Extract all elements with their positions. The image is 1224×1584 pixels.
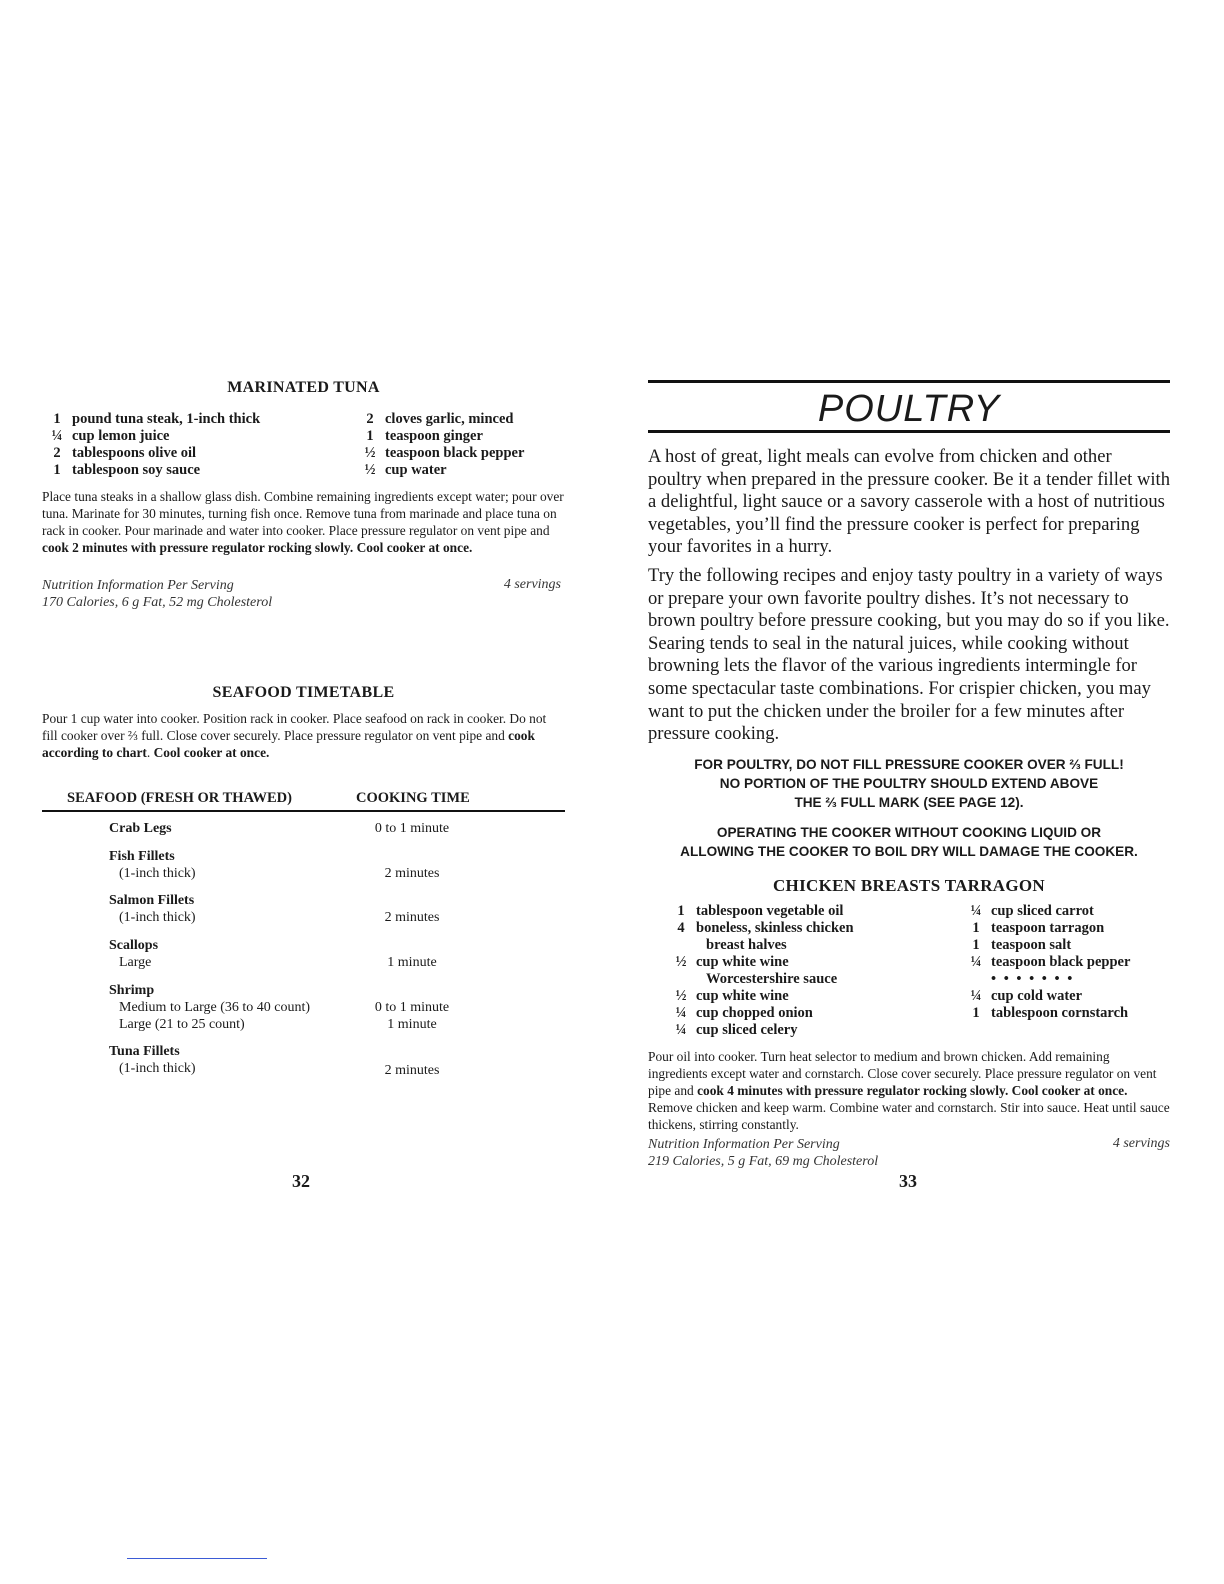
- page-32: [42, 0, 565, 1584]
- timetable-header: [42, 790, 565, 812]
- tuna-nutrition: Nutrition Information Per Serving 170 Calories, 6 g Fat, 52 mg Cholesterol: [42, 578, 273, 610]
- ingredient: ¼ cup sliced carrot: [970, 903, 1094, 919]
- table-row: Scallops Large: [109, 938, 159, 970]
- ingredient: 1 teaspoon ginger: [366, 428, 483, 444]
- cooking-time: 0 to 1 minute: [374, 1000, 450, 1015]
- top-rule: [648, 380, 1170, 383]
- ingredient: ¼ cup sliced celery: [675, 1022, 798, 1038]
- cooking-time: 1 minute: [387, 1017, 437, 1032]
- tuna-ingredients-left: [42, 411, 342, 479]
- fill-warning: FOR POULTRY, DO NOT FILL PRESSURE COOKER OVER ⅔ FULL! NO PORTION OF THE POULTRY SHOULD EXTEND ABOVE THE ⅔ FULL MARK (SEE PAGE 12).: [694, 757, 1124, 810]
- ingredient: 1 tablespoon soy sauce: [53, 462, 201, 478]
- table-row: Crab Legs: [109, 821, 172, 836]
- ingredient: ½ cup white wine: [675, 954, 789, 970]
- timetable-instructions: Pour 1 cup water into cooker. Position rack in cooker. Place seafood on rack in cooker. Do not fill cooker over ⅔ full. Close cover securely. Place pressure regulator on vent pipe and cook according to chart. Cool cooker at once.: [42, 711, 547, 760]
- ingredient: ¼ cup cold water: [970, 988, 1083, 1004]
- tuna-instructions: Place tuna steaks in a shallow glass dish. Combine remaining ingredients except water; pour over tuna. Marinate for 30 minutes, turning fish once. Remove tuna from marinade and place tuna on rack in cooker. Pour marinade and water into cooker. Place pressure regulator on vent pipe and cook 2 minutes with pressure regulator rocking slowly. Cool cooker at once.: [42, 489, 564, 555]
- ingredient: ¼ cup lemon juice: [51, 428, 170, 444]
- ingredient: 1 teaspoon tarragon: [972, 920, 1105, 936]
- ingredient: 1 pound tuna steak, 1-inch thick: [53, 411, 261, 427]
- ingredient: 2 tablespoons olive oil: [53, 445, 197, 461]
- table-row: Tuna Fillets (1-inch thick): [109, 1044, 196, 1076]
- tuna-ingredients-right: [355, 411, 565, 479]
- cooking-time: 2 minutes: [384, 1063, 440, 1078]
- table-row: Salmon Fillets (1-inch thick): [109, 893, 196, 925]
- ingredient: ½ cup water: [364, 462, 447, 478]
- ingredient: 4 boneless, skinless chicken: [677, 920, 854, 936]
- col-header-cooking-time: COOKING TIME: [356, 790, 470, 806]
- chicken-ingredients-right: [961, 903, 1170, 1022]
- bottom-rule: [648, 430, 1170, 433]
- table-row: Fish Fillets (1-inch thick): [109, 849, 196, 881]
- recipe-title-marinated-tuna: MARINATED TUNA: [227, 379, 380, 396]
- recipe-title-seafood-timetable: SEAFOOD TIMETABLE: [212, 684, 395, 701]
- chicken-nutrition: Nutrition Information Per Serving 219 Calories, 5 g Fat, 69 mg Cholesterol: [648, 1137, 879, 1169]
- separator-dots: • • • • • • •: [991, 971, 1075, 987]
- ingredient: Worcestershire sauce: [706, 971, 838, 987]
- cooking-time: 2 minutes: [384, 910, 440, 925]
- cooking-time: 0 to 1 minute: [374, 821, 450, 836]
- ingredient: 1 tablespoon cornstarch: [972, 1005, 1129, 1021]
- tuna-servings: 4 servings: [503, 577, 561, 592]
- cooking-time: 2 minutes: [384, 866, 440, 881]
- chicken-instructions: Pour oil into cooker. Turn heat selector to medium and brown chicken. Add remaining ingredients except water and cornstarch. Close cover securely. Place pressure regulator on vent pipe and cook 4 minutes with pressure regulator rocking slowly. Cool cooker at once. Remove chicken and keep warm. Combine water and cornstarch. Stir into sauce. Heat until sauce thickens, stirring constantly.: [648, 1049, 1170, 1132]
- ingredient: ¼ cup chopped onion: [675, 1005, 813, 1021]
- ingredient: 1 tablespoon vegetable oil: [677, 903, 844, 919]
- ingredient: 1 teaspoon salt: [972, 937, 1072, 953]
- ingredient: 2 cloves garlic, minced: [366, 411, 514, 427]
- ingredient: ½ teaspoon black pepper: [364, 445, 525, 461]
- ingredient: ¼ teaspoon black pepper: [970, 954, 1131, 970]
- chicken-servings: 4 servings: [1112, 1136, 1170, 1151]
- bottom-link-line: [127, 1558, 267, 1559]
- col-header-seafood: SEAFOOD (FRESH OR THAWED): [67, 790, 292, 806]
- boil-dry-warning: OPERATING THE COOKER WITHOUT COOKING LIQUID OR ALLOWING THE COOKER TO BOIL DRY WILL DAMAGE THE COOKER.: [680, 825, 1138, 859]
- ingredient: breast halves: [706, 937, 787, 953]
- intro-paragraph-2: Try the following recipes and enjoy tasty poultry in a variety of ways or prepare your own favorite poultry dishes. It’s not necessary to brown poultry before pressure cooking, but you may do so if you like. Searing tends to seal in the natural juices, while cooking without browning lets the flavor of the various ingredients intermingle for some spectacular taste combinations. For crispier chicken, you may want to put the chicken under the broiler for a few minutes after pressure cooking.: [648, 565, 1170, 745]
- page-number: 33: [899, 1171, 917, 1191]
- ingredient: ½ cup white wine: [675, 988, 789, 1004]
- section-title: POULTRY: [817, 388, 1001, 430]
- chicken-ingredients-left: [666, 903, 946, 1039]
- recipe-title-chicken-tarragon: CHICKEN BREASTS TARRAGON: [772, 876, 1045, 895]
- cooking-time: 1 minute: [387, 955, 437, 970]
- page-number: 32: [292, 1171, 310, 1191]
- table-row: Shrimp Medium to Large (36 to 40 count) Large (21 to 25 count): [109, 983, 311, 1032]
- intro-paragraph-1: A host of great, light meals can evolve from chicken and other poultry when prepared in the pressure cooker. Be it a tender fillet with a delightful, light sauce or a savory casserole with a host of nutritious vegetables, you’ll find the pressure cooker is perfect for preparing your favorites in a hurry.: [648, 446, 1171, 558]
- page-33: [648, 0, 1170, 1584]
